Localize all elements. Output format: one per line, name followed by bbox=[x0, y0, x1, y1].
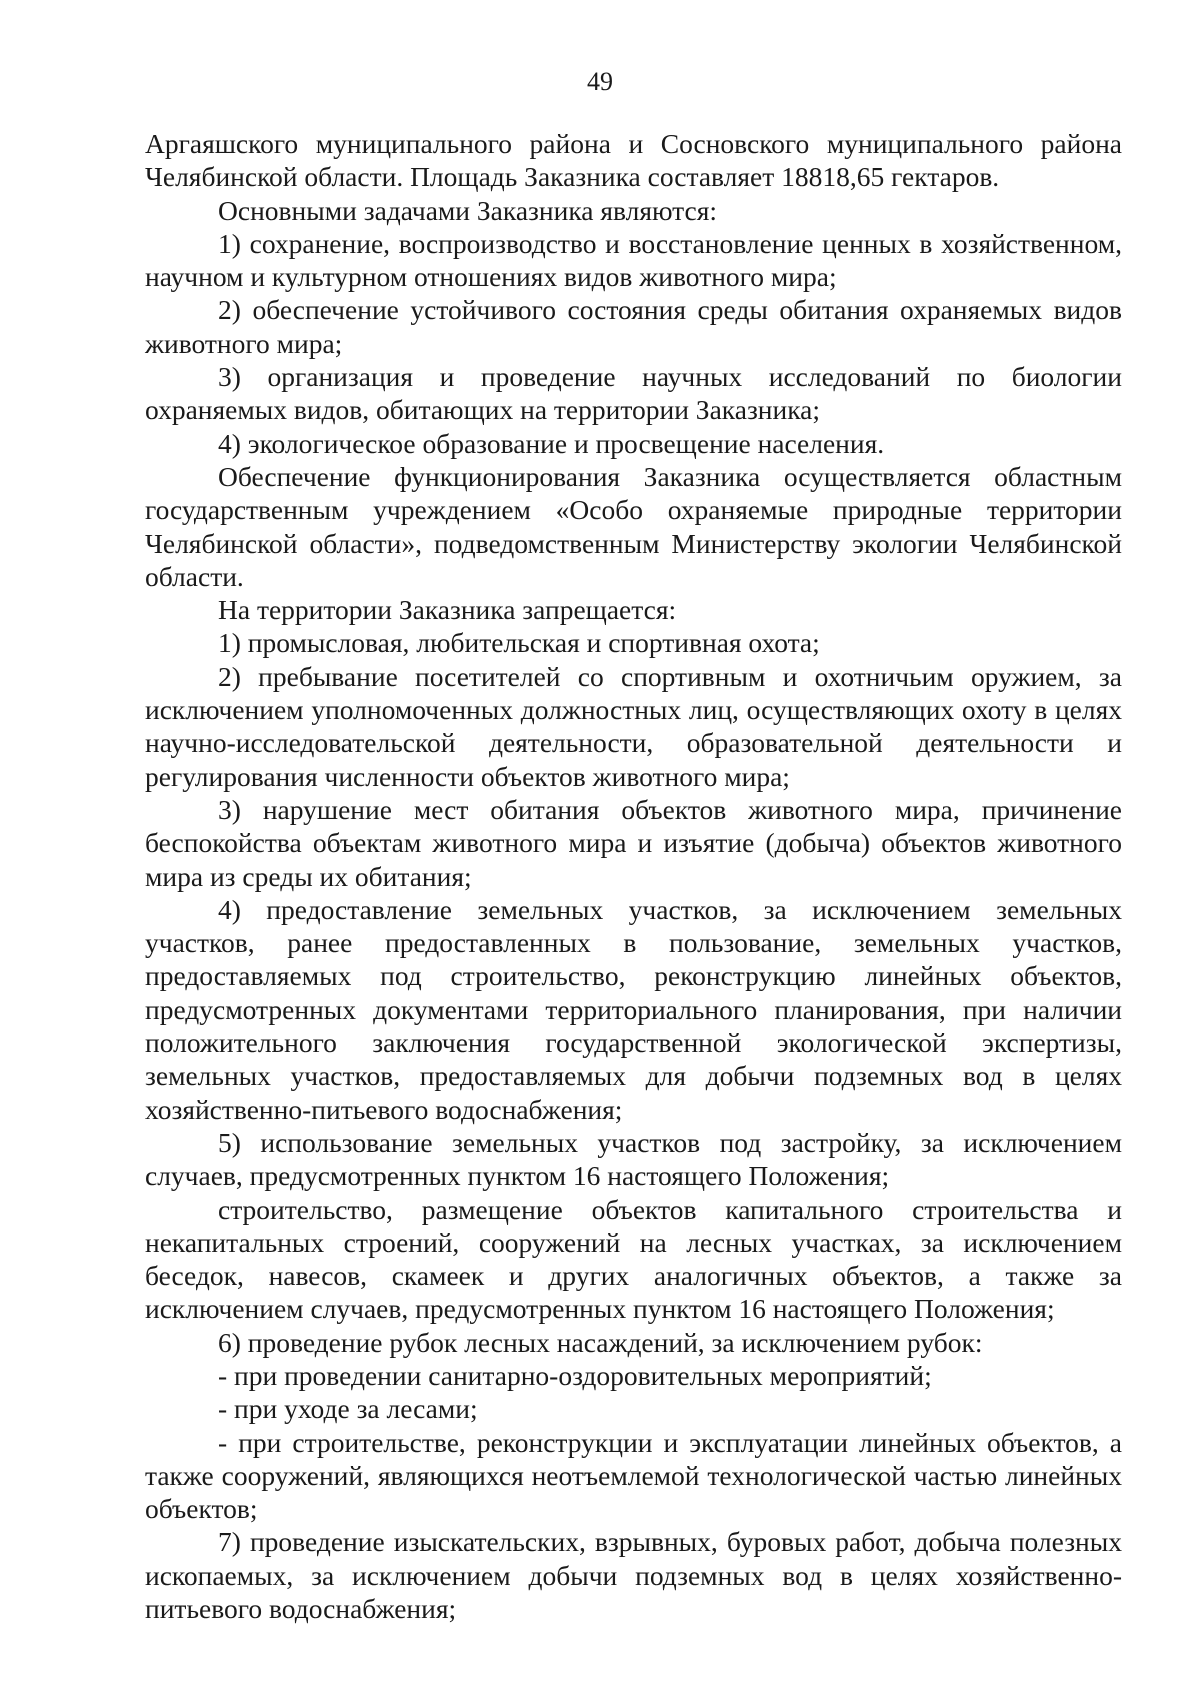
paragraph-task-1: 1) сохранение, воспроизводство и восстановление ценных в хозяйственном, научном и культурном отношениях видов животного мира; bbox=[145, 227, 1122, 293]
paragraph-prohibition-5-construction: строительство, размещение объектов капитального строительства и некапитальных строений, сооружений на лесных участках, за исключением беседок, навесов, скамеек и других аналогичных объектов, а также за исключением случаев, предусмотренных пунктом 16 настоящего Положения; bbox=[145, 1193, 1122, 1325]
paragraph-prohibition-6: 6) проведение рубок лесных насаждений, за исключением рубок: bbox=[218, 1326, 983, 1358]
paragraph-task-4: 4) экологическое образование и просвещение населения. bbox=[218, 427, 885, 459]
paragraph-prohibition-6-sanitary: - при проведении санитарно-оздоровительных мероприятий; bbox=[218, 1359, 932, 1391]
paragraph-tasks-heading: Основными задачами Заказника являются: bbox=[218, 194, 718, 226]
paragraph-prohibition-4: 4) предоставление земельных участков, за исключением земельных участков, ранее предоставленных в пользование, земельных участков, предоставляемых под строительство, реконструкцию линейных объектов, предусмотренных документами территориального планирования, при наличии положительного заключения государственной экологической экспертизы, земельных участков, предоставляемых для добычи подземных вод в целях хозяйственно-питьевого водоснабжения; bbox=[145, 893, 1122, 1125]
paragraph-prohibition-5: 5) использование земельных участков под застройку, за исключением случаев, предусмотренных пунктом 16 настоящего Положения; bbox=[145, 1126, 1122, 1192]
paragraph-task-2: 2) обеспечение устойчивого состояния среды обитания охраняемых видов животного мира; bbox=[145, 294, 1122, 359]
paragraph-prohibition-7: 7) проведение изыскательских, взрывных, буровых работ, добыча полезных ископаемых, за исключением добычи подземных вод в целях хозяйственно-питьевого водоснабжения; bbox=[145, 1526, 1122, 1625]
paragraph-operation: Обеспечение функционирования Заказника осуществляется областным государственным учреждением «Особо охраняемые природные территории Челябинской области», подведомственным Министерству экологии Челябинской области. bbox=[145, 460, 1122, 592]
paragraph-prohibition-6-linear-objects: - при строительстве, реконструкции и эксплуатации линейных объектов, а также сооружений, являющихся неотъемлемой технологической частью линейных объектов; bbox=[145, 1426, 1122, 1525]
document-body bbox=[145, 127, 1122, 1625]
paragraph-task-3: 3) организация и проведение научных исследований по биологии охраняемых видов, обитающих на территории Заказника; bbox=[145, 361, 1122, 426]
page-number: 49 bbox=[587, 67, 613, 96]
paragraph-prohibition-1: 1) промысловая, любительская и спортивная охота; bbox=[218, 627, 820, 659]
paragraph-prohibition-2: 2) пребывание посетителей со спортивным и охотничьим оружием, за исключением уполномоченных должностных лиц, осуществляющих охоту в целях научно-исследовательской деятельности, образовательной деятельности и регулирования численности объектов животного мира; bbox=[145, 660, 1122, 792]
paragraph-prohibitions-heading: На территории Заказника запрещается: bbox=[218, 594, 677, 626]
paragraph-prohibition-3: 3) нарушение мест обитания объектов животного мира, причинение беспокойства объектам животного мира и изъятие (добыча) объектов животного мира из среды их обитания; bbox=[145, 793, 1122, 892]
paragraph-prohibition-6-forest-care: - при уходе за лесами; bbox=[218, 1393, 478, 1425]
paragraph-area-description: Аргаяшского муниципального района и Сосновского муниципального района Челябинской области. Площадь Заказника составляет 18818,65 гектаров. bbox=[145, 128, 1122, 193]
